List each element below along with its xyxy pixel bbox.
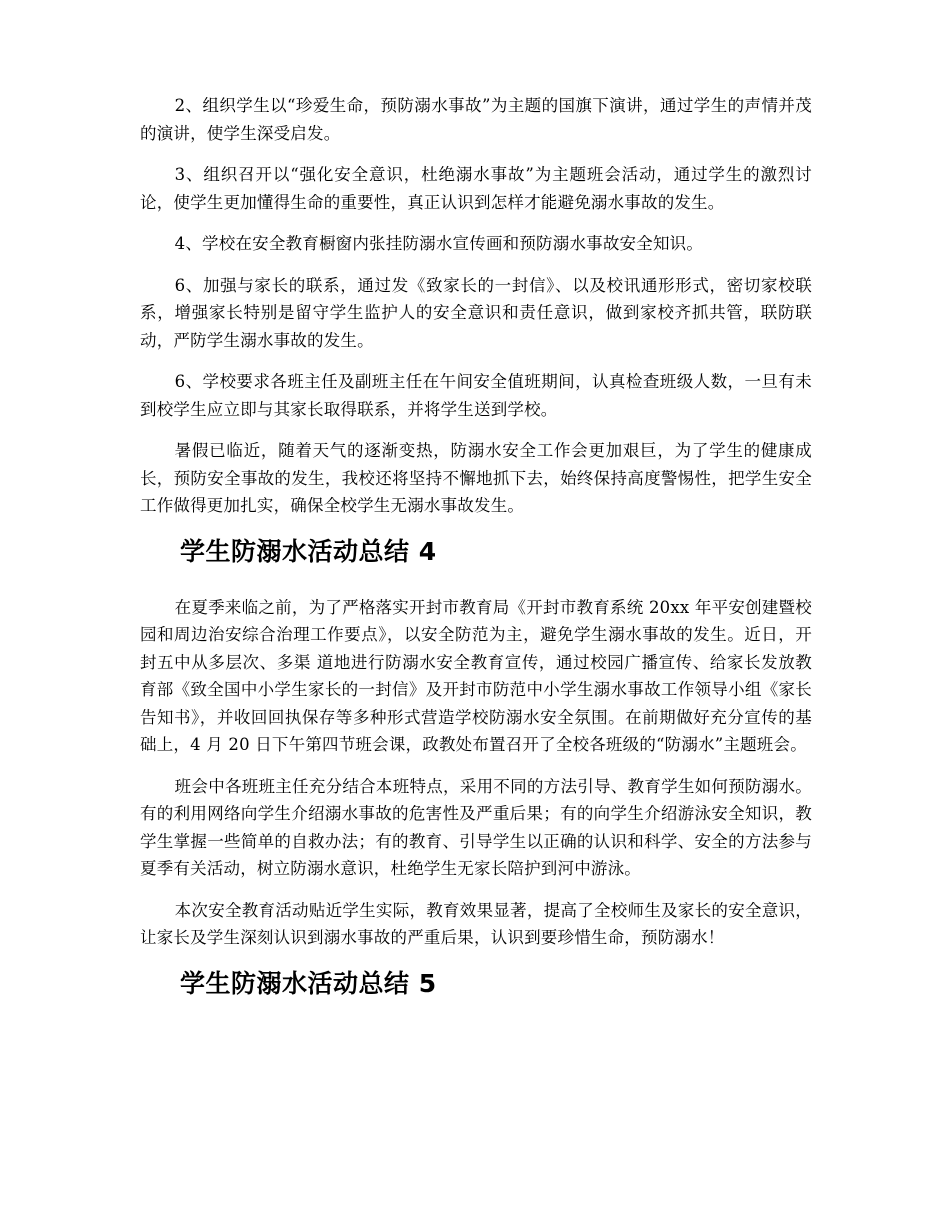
paragraph: 2、组织学生以“珍爱生命，预防溺水事故”为主题的国旗下演讲，通过学生的声情并茂的演讲，使学生深受启发。 [140,96,812,143]
paragraph: 暑假已临近，随着天气的逐渐变热，防溺水安全工作会更加艰巨，为了学生的健康成长，预防安全事故的发生，我校还将坚持不懈地抓下去，始终保持高度警惕性，把学生安全工作做得更加扎实，确保全校学生无溺水事故发生。 [140,441,812,515]
document-page [140,92,812,1004]
paragraph: 3、组织召开以“强化安全意识，杜绝溺水事故”为主题班会活动，通过学生的激烈讨论，使学生更加懂得生命的重要性，真正认识到怎样才能避免溺水事故的发生。 [140,165,812,212]
paragraph: 6、学校要求各班主任及副班主任在午间安全值班期间，认真检查班级人数，一旦有未到校学生应立即与其家长取得联系，并将学生送到学校。 [140,372,812,419]
section-heading: 学生防溺水活动总结 5 [180,968,437,998]
paragraph: 4、学校在安全教育橱窗内张挂防溺水宣传画和预防溺水事故安全知识。 [174,234,704,253]
paragraph: 班会中各班班主任充分结合本班特点，采用不同的方法引导、教育学生如何预防溺水。有的利用网络向学生介绍溺水事故的危害性及严重后果；有的向学生介绍游泳安全知识，教学生掌握一些简单的自救办法；有的教育、引导学生以正确的认识和科学、安全的方法参与夏季有关活动，树立防溺水意识，杜绝学生无家长陪护到河中游泳。 [140,776,812,878]
section-heading: 学生防溺水活动总结 4 [180,536,437,566]
paragraph: 本次安全教育活动贴近学生实际，教育效果显著，提高了全校师生及家长的安全意识，让家长及学生深刻认识到溺水事故的严重后果，认识到要珍惜生命，预防溺水！ [140,900,812,947]
paragraph: 在夏季来临之前，为了严格落实开封市教育局《开封市教育系统 20xx 年平安创建暨校园和周边治安综合治理工作要点》，以安全防范为主，避免学生溺水事故的发生。近日，开封五中从多层次、多渠 道地进行防溺水安全教育宣传，通过校园广播宣传、给家长发放教育部《致全国中小学生家长的一封信》及开封市防范中小学生溺水事故工作领导小组《家长告知书》，并收回回执保存等多种形式营造学校防溺水安全氛围。在前期做好充分宣传的基础上，4 月 20 日下午第四节班会课，政教处布置召开了全校各班级的“防溺水”主题班会。 [140,597,812,754]
paragraph: 6、加强与家长的联系，通过发《致家长的一封信》、以及校讯通形形式，密切家校联系，增强家长特别是留守学生监护人的安全意识和责任意识，做到家校齐抓共管，联防联动，严防学生溺水事故的发生。 [140,275,812,350]
